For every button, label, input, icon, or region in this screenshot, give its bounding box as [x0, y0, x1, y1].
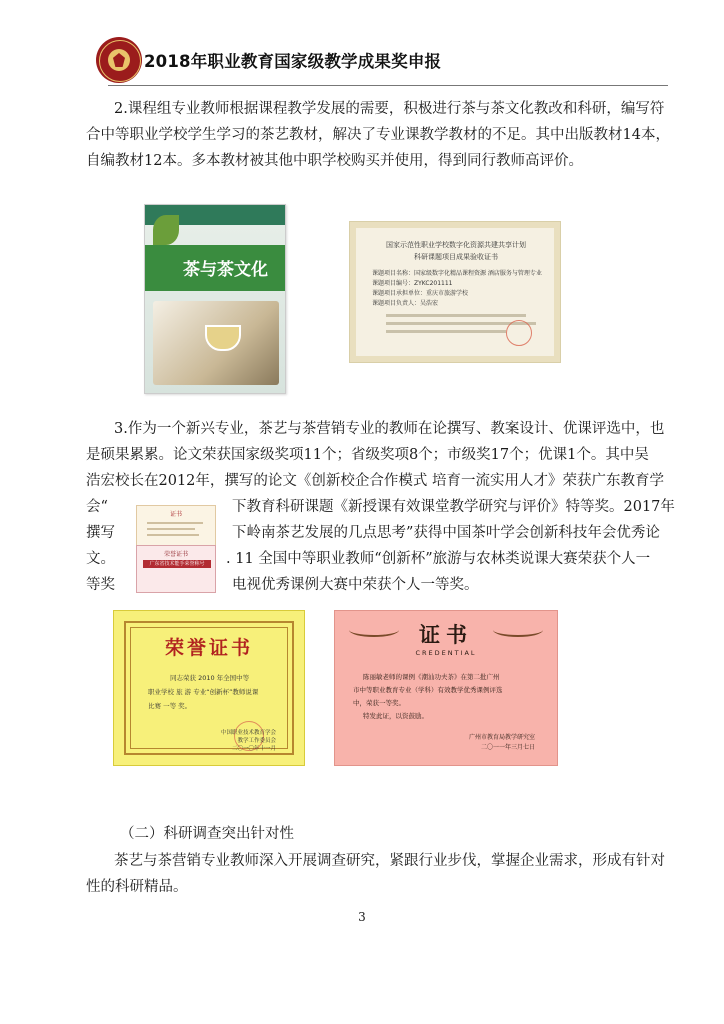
text-line: 性的科研精品。: [86, 879, 188, 895]
cert-footer-line: 教学工作委员会: [237, 738, 276, 744]
text-fragment: 等奖: [86, 577, 115, 593]
overlap-row: [232, 572, 479, 598]
overlap-row: [232, 494, 675, 520]
cert-footer-line: 中国职业技术教育学会: [220, 730, 276, 736]
text-fragment: 撰写: [86, 525, 115, 541]
cert-footer-line: 广州市教育局教学研究室: [468, 734, 535, 741]
cert-footer-line: 二〇一〇年十一月: [231, 746, 276, 752]
cert-footer: [221, 729, 276, 753]
cert-a-line: 课题项目承担单位：重庆市旅游学校: [372, 290, 469, 297]
seal-stamp: [506, 320, 532, 346]
overlap-row: [86, 520, 115, 546]
text-line: 是硕果累累。论文荣获国家级奖项11个；省级奖项8个；市级奖17个；优课1个。其中吴: [86, 447, 649, 463]
header-rule: [108, 85, 668, 86]
acceptance-certificate-image: [350, 222, 560, 362]
text-line: 2.课程组专业教师根据课程教学发展的需要，积极进行茶与茶文化教改和科研，编写符: [114, 101, 665, 117]
text-fragment: 下教育科研课题《新授课有效课堂教学研究与评价》特等奖。2017年: [232, 499, 675, 515]
overlap-row: [86, 572, 115, 598]
cert-body: [353, 671, 543, 723]
header-title: 2018年职业教育国家级教学成果奖申报: [144, 52, 442, 71]
cert-title: 荣誉证书: [164, 637, 253, 659]
section-2-paragraph: [86, 848, 672, 900]
text-fragment: 电视优秀课例大赛中荣获个人一等奖。: [232, 577, 479, 593]
text-line: 3.作为一个新兴专业，茶艺与茶营销专业的教师在论撰写、教案设计、优课评选中，也: [114, 421, 665, 437]
text-line: 自编教材12本。多本教材被其他中职学校购买并使用，得到同行教师高评价。: [86, 153, 583, 169]
section-heading: （二）科研调查突出针对性: [120, 826, 294, 842]
cert-a-line: 课题项目负责人：吴浩宏: [372, 300, 439, 307]
text-fragment: . 11 全国中等职业教师“创新杯”旅游与农林类说课大赛荣获个人一: [226, 551, 651, 567]
text-line: 浩宏校长在2012年，撰写的论文《创新校企合作模式 培育一流实用人才》荣获广东教育学: [86, 473, 665, 489]
textbook-cover-image: [144, 204, 286, 394]
school-logo: [96, 37, 142, 83]
cert-body-line: 中，荣获一等奖。: [353, 699, 405, 707]
cert-body-line: 比赛 一等 奖。: [148, 702, 192, 710]
cert-body-line: 职业学校 旅 游 专业“创新杯”教师说课: [148, 688, 259, 696]
overlap-row: [86, 494, 108, 520]
cert-title: 荣誉证书: [163, 551, 188, 558]
overlap-row: [232, 520, 660, 546]
cert-title: 证书: [169, 511, 182, 518]
cert-body-line: 市中等职业教育专业（学科）有效教学优秀课例评选: [353, 686, 503, 694]
small-certificate-image: [136, 505, 216, 549]
cert-a-line: 国家示范性职业学校数字化资源共建共享计划: [386, 241, 526, 249]
paragraph-3: [86, 416, 672, 494]
cert-a-line: 科研课题项目成果验收证书: [414, 253, 498, 261]
text-fragment: 下岭南茶艺发展的几点思考”获得中国茶叶学会创新科技年会优秀论: [232, 525, 660, 541]
cert-band-text: 广东省技术能手荣誉称号: [149, 561, 205, 567]
cert-a-line: 课题项目编号：ZYKC201111: [372, 280, 453, 287]
cert-footer-line: 二〇一一年三月七日: [480, 744, 535, 751]
cert-body: [148, 671, 276, 713]
page-header: [96, 36, 441, 84]
paragraph-2: [86, 96, 672, 174]
page-number: 3: [358, 910, 366, 924]
text-fragment: 会“: [86, 499, 108, 515]
cert-title: 证书: [419, 623, 473, 647]
overlap-row: [226, 546, 650, 572]
honor-certificate-image: [113, 610, 305, 766]
overlap-row: [86, 546, 115, 572]
cert-a-line: 课题项目名称：国家级数字化精品课程资源 酒店服务与管理专业: [372, 270, 542, 277]
text-line: 合中等职业学校学生学习的茶艺教材，解决了专业课教学教材的不足。其中出版教材14本，: [86, 127, 670, 143]
cert-subtitle: CREDENTIAL: [415, 649, 477, 657]
textbook-title: 茶与茶文化: [183, 260, 268, 280]
cert-body-line: 特发此证，以资鼓励。: [363, 712, 428, 720]
text-fragment: 文。: [86, 551, 115, 567]
cert-body-line: 同志荣获 2010 年全国中等: [170, 674, 250, 682]
small-certificate-image: [136, 545, 216, 593]
cert-body-line: 陈丽敏老师的课例《潮汕功夫茶》在第二批广州: [363, 673, 500, 681]
cert-footer: [469, 733, 535, 753]
credential-certificate-image: [334, 610, 558, 766]
text-line: 茶艺与茶营销专业教师深入开展调查研究，紧跟行业步伐，掌握企业需求，形成有针对: [114, 853, 665, 869]
